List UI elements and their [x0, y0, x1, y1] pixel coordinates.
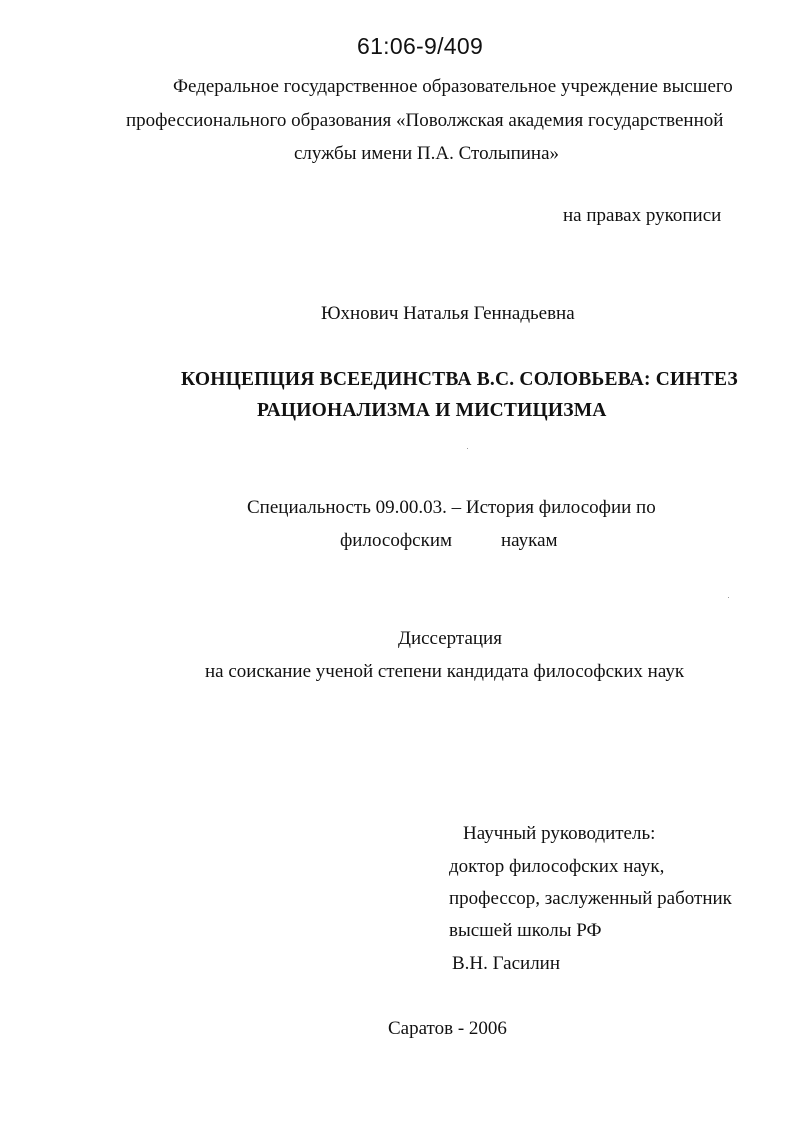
dissertation-purpose: на соискание ученой степени кандидата философских наук [205, 661, 685, 682]
scan-speck [728, 597, 729, 598]
thesis-title-line-2: РАЦИОНАЛИЗМА И МИСТИЦИЗМА [257, 400, 607, 421]
scan-speck [467, 448, 468, 449]
dissertation-heading: Диссертация [398, 628, 502, 649]
supervisor-title-line-2: высшей школы РФ [449, 920, 602, 941]
institution-line-2: профессионального образования «Поволжская академия государственной [126, 110, 724, 131]
place-and-year: Саратов - 2006 [388, 1018, 507, 1039]
archive-code: 61:06-9/409 [357, 33, 484, 59]
author-name: Юхнович Наталья Геннадьевна [321, 303, 575, 324]
institution-line-1: Федеральное государственное образовательное учреждение высшего [173, 76, 733, 97]
specialty-line-2b: наукам [501, 530, 558, 551]
specialty-line-1: Специальность 09.00.03. – История философии по [247, 497, 656, 518]
manuscript-rights: на правах рукописи [563, 205, 722, 226]
institution-line-3: службы имени П.А. Столыпина» [294, 143, 560, 164]
thesis-title-line-1: КОНЦЕПЦИЯ ВСЕЕДИНСТВА В.С. СОЛОВЬЕВА: СИНТЕЗ [181, 369, 738, 390]
supervisor-degree: доктор философских наук, [449, 856, 665, 877]
supervisor-title-line-1: профессор, заслуженный работник [449, 888, 732, 909]
supervisor-name: В.Н. Гасилин [452, 953, 561, 974]
supervisor-heading: Научный руководитель: [463, 823, 656, 844]
specialty-line-2a: философским [340, 530, 453, 551]
